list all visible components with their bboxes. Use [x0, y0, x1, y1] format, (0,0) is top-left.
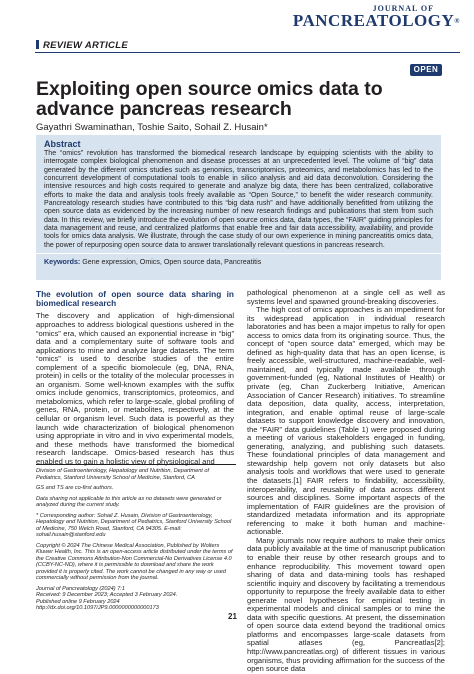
footnote-received: Received: 9 December 2023; Accepted 3 February 2024. — [36, 592, 178, 598]
footnote-copyright: Copyright © 2024 The Chinese Medical Association, Published by Wolters Kluwer Health, Inc. This is an open-access article distributed under the terms of the Creative Commons Attribution-Non Commercial-No Derivatives License 4.0 (CCBY-NC-ND), where it is permissible to download and share the work provided it is properly cited. The work cannot be changed in any way or used commercially without permission from the journal. — [36, 542, 233, 581]
footnote-published: Published online 9 February 2024 — [36, 598, 120, 605]
page-number: 21 — [228, 612, 237, 621]
keywords-label: Keywords: — [44, 258, 81, 267]
section-label-text: REVIEW ARTICLE — [43, 40, 128, 51]
registered-mark: ® — [454, 17, 460, 25]
keywords-text: Gene expression, Omics, Open source data, Pancreatitis — [80, 258, 262, 267]
abstract-heading: Abstract — [44, 139, 81, 149]
header-rule — [35, 52, 460, 53]
body-paragraph: pathological phenomenon at a single cell as well as systems level and spawned ground-breaking discoveries. — [247, 288, 445, 306]
journal-name-text: PANCREATOLOGY — [292, 11, 455, 30]
footnotes — [36, 464, 236, 612]
section-heading: The evolution of open source data sharing in biomedical research — [36, 289, 234, 309]
journal-name — [293, 13, 460, 29]
journal-masthead — [293, 4, 460, 29]
footnote-affiliation: Division of Gastroenterology, Hepatology and Nutrition, Department of Pediatrics, Stanford University School of Medicine, Stanford, CA — [36, 464, 236, 481]
footnote-doi-link[interactable]: http://dx.doi.org/10.1097/JP9.0000000000000173 — [36, 605, 159, 611]
section-label — [36, 40, 128, 51]
footnote-citation: Journal of Pancreatology (2024) 7:1 — [36, 585, 125, 592]
section-bar-icon — [36, 40, 39, 49]
footnote-cofirst: GS and TS are co-first authors. — [36, 485, 114, 491]
abstract-box — [36, 135, 441, 280]
body-paragraph: Many journals now require authors to make their omics data publicly available at the time of manuscript publication to enable their reuse by other research groups and to enhance reproducibility. This movement toward open sharing of data and data-mining tools has reshaped scientific inquiry and discovery by facilitating a tremendous opportunity to repurpose the freely available data to either generate novel hypotheses for empirical testing in experimental models and clinical samples or to mine the data with specific questions. At present, the dissemination of open source data extend beyond the traditional omics platforms and encompasses large-scale datasets from spatial atlases (eg, Pancreatlas[2]; http://www.pancreatlas.org) of different tissues in various organisms, thus providing affirmation for the success of the open source data — [247, 535, 445, 674]
footnote-data-sharing: Data sharing not applicable to this article as no datasets were generated or analyzed during the current study. — [36, 495, 222, 508]
article-title: Exploiting open source omics data to advance pancreas research — [36, 78, 383, 120]
body-paragraph: The high cost of omics approaches is an impediment for its widespread application in individual research laboratories and has been a major impetus to rally for open access to omics data from its originating source. Thus, the concept of “open source data” emerged, which may be defined as high-quality data that has an open license, is freely accessible, well-structured, machine-readable, well-maintained, and typically made available through government-funded (eg, National Institutes of Health) or private (eg, Chan Zuckerberg Initiative, American Association of Cancer Research) initiatives. To streamline data deposition, data quality, access, interpretation, integration, and enable optimal reuse of large-scale datasets to support knowledge discovery and innovation, the “FAIR” data guidelines (Table 1) were proposed during a meeting of various stakeholders engaged in funding, generating, analyzing, and publishing such datasets. These foundational principles of data management and stewardship help govern not only datasets but also analysis tools and workflows that were used to generate the datasets.[1] FAIR refers to findability, accessibility, interoperability, and reusability of data across different sources and disciplines. Some important aspects of the implementation of FAIR guidelines are the provision of standardized metadata information and its appropriate referencing to make it both human and machine-actionable. — [247, 305, 445, 537]
footnote-corresponding: * Corresponding author: Sohail Z. Husain, Division of Gastroenterology, Hepatology and Nutrition, Department of Pediatrics, Stanford University School of Medicine, 750 Welch Road, Stanford, CA 94305. E-mail: sohail.husain@stanford.edu — [36, 512, 232, 538]
open-access-badge: OPEN — [410, 64, 442, 76]
body-paragraph: The discovery and application of high-dimensional approaches to address biological questions ushered in the “omics” era, which caused an exponential increase in “big” data and a complementary suite of software tools and applications to mine and analyze large datasets. The term “omics” is used to describe studies of the entire complement of a specific biomolecule (eg, DNA, RNA, protein) in cells or the totality of the molecular processes in an organism. Some well-known examples with the suffix omics include genomics, transcriptomics, proteomics, and metabolomics, which refer to large-scale, global profiling of genes, RNA, protein, or metabolites, respectively, at the cellular or organism level. Such data is powerful as they launch wide characterization of biological phenomenon using appropriate in vitro and in vivo experimental models, and these methods have transformed the biomedical research landscape. Omics-based research has thus enabled us to gain a holistic view of physiological and — [36, 311, 234, 466]
journal-prefix: JOURNAL OF — [372, 4, 434, 13]
keywords — [36, 253, 441, 270]
left-column — [36, 290, 234, 466]
abstract-text: The “omics” revolution has transformed the biomedical research landscape by equipping scientists with the ability to interrogate complex biological phenomenon and disease processes at an unprecedented level. The volume of “big” data generated by the different omics studies such as genomics, transcriptomics, proteomics, and metabolomics has led to the concurrent development of computational tools to enable in silico analysis and aid data deconvolution. Considering the intensive resources and high costs required to generate and analyze big data, there has been centralized, collaborative efforts to make the data and analysis tools freely available as “Open Source,” to benefit the wider research community. Pancreatology research studies have contributed to this “big data rush” and have additionally benefitted from utilizing the open source data as evidenced by the increasing number of new research findings and publications that stem from such data. In this review, we briefly introduce the evolution of open source omics data, data types, the “FAIR” guiding principles for data management and reuse, and centralized platforms that enable free and fair data accessibility, availability, and provide tools for omics data analysis. We illustrate, through the case study of our own experience in mining pancreatitis omics data, the power of repurposing open source data to answer translationally relevant questions in pancreas research. — [44, 150, 433, 249]
author-list: Gayathri Swaminathan, Toshie Saito, Sohail Z. Husain* — [36, 122, 268, 133]
right-column — [247, 289, 445, 674]
